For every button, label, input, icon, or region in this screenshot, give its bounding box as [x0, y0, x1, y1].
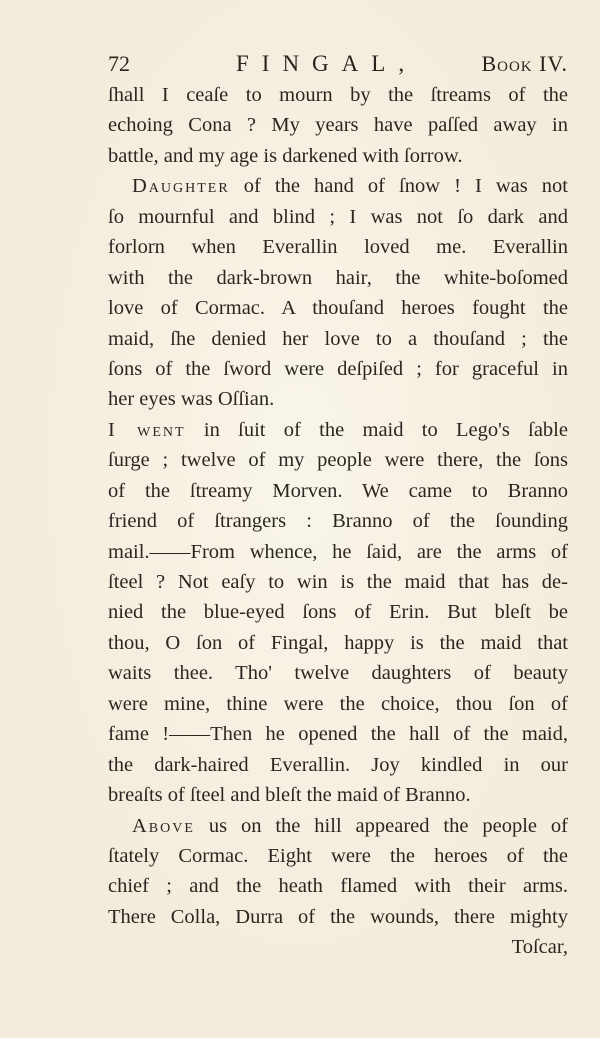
text-line: chief ; and the heath flamed with their arms.: [108, 875, 568, 898]
text-line: forlorn when Everallin loved me. Everallin: [108, 236, 568, 259]
text-line: love of Cormac. A thouſand heroes fought the: [108, 297, 568, 320]
text-line: battle, and my age is darkened with ſorrow.: [108, 144, 463, 167]
text-line: friend of ſtrangers : Branno of the ſounding: [108, 510, 568, 533]
running-title: FINGAL,: [236, 51, 418, 76]
text-line: thou, O ſon of Fingal, happy is the maid that: [108, 631, 568, 654]
text-line: with the dark-brown hair, the white-boſomed: [108, 266, 568, 289]
text-line: mail.——From whence, he ſaid, are the arms of: [108, 540, 568, 563]
page-number: 72: [108, 51, 130, 76]
text-line: echoing Cona ? My years have paſſed away in: [108, 114, 568, 137]
catchword: Toſcar,: [511, 936, 568, 959]
text-line: ſo mournful and blind ; I was not ſo dark and: [108, 205, 568, 228]
paragraph-start-line: Above us on the hill appeared the people of: [132, 814, 568, 837]
text-line: ſteel ? Not eaſy to win is the maid that has de-: [108, 571, 568, 593]
text-line: There Colla, Durra of the wounds, there mighty: [108, 905, 568, 928]
text-line: the dark-haired Everallin. Joy kindled in our: [108, 753, 568, 776]
text-line: ſhall I ceaſe to mourn by the ſtreams of the: [108, 84, 568, 106]
text-line: maid, ſhe denied her love to a thouſand ; the: [108, 327, 568, 350]
text-line: ſons of the ſword were deſpiſed ; for graceful in: [108, 357, 568, 380]
text-line: ſtately Cormac. Eight were the heroes of the: [108, 844, 568, 867]
text-line: of the ſtreamy Morven. We came to Branno: [108, 479, 568, 502]
section-label: Book IV.: [481, 51, 568, 76]
text-line: ſurge ; twelve of my people were there, the ſons: [108, 449, 568, 472]
text-line: were mine, thine were the choice, thou ſon of: [108, 692, 568, 715]
paragraph-lead-word: I went: [108, 418, 186, 441]
paragraph-lead-word: Above: [132, 814, 195, 837]
text-line: her eyes was Oſſian.: [108, 388, 275, 411]
paragraph-lead-word: Daughter: [132, 175, 230, 198]
text-line: breaſts of ſteel and bleſt the maid of Branno.: [108, 784, 471, 807]
paragraph-start-line: I went in ſuit of the maid to Lego's ſable: [108, 418, 568, 441]
page-header: [108, 44, 568, 84]
paragraph-start-line: Daughter of the hand of ſnow ! I was not: [132, 175, 568, 198]
body-text: [108, 80, 568, 963]
text-line: fame !——Then he opened the hall of the maid,: [108, 723, 568, 746]
text-line: waits thee. Tho' twelve daughters of beauty: [108, 662, 568, 685]
text-line: nied the blue-eyed ſons of Erin. But bleſt be: [108, 601, 568, 624]
